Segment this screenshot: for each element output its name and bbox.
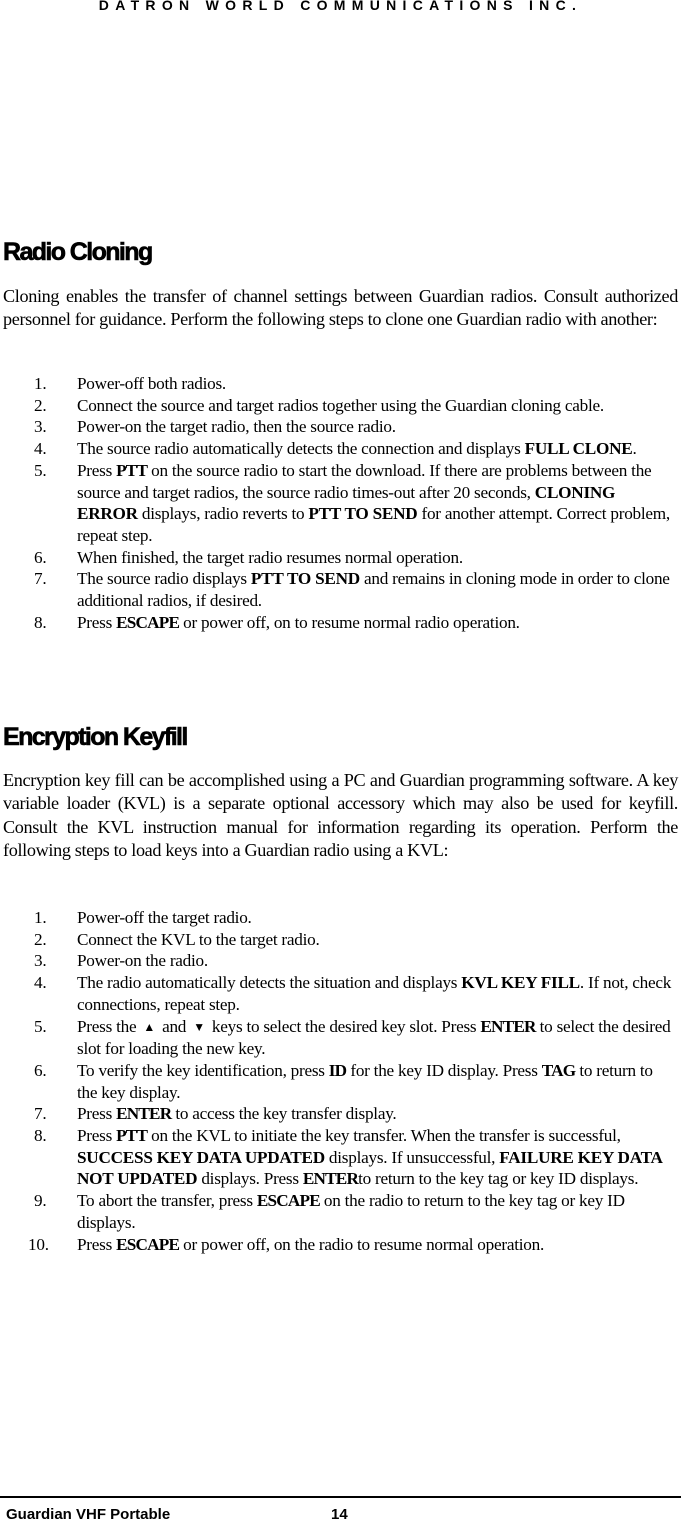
down-arrow-icon: ▼ <box>193 1019 205 1034</box>
key-label: ESCAPE <box>256 1191 320 1211</box>
step-text: Press <box>77 1104 117 1124</box>
step-number: 3. <box>34 417 47 437</box>
step-text: The radio automatically detects the situation and displays <box>77 973 462 993</box>
step-text: displays. If unsuccessful, <box>324 1147 500 1167</box>
list-item <box>0 950 681 972</box>
step-text: Press the <box>77 1016 141 1036</box>
list-item <box>0 612 681 634</box>
key-label: ENTER <box>116 1104 172 1124</box>
step-number: 6. <box>34 1060 47 1080</box>
step-text: The source radio displays <box>77 569 251 589</box>
section-title-radio-cloning: Radio Cloning <box>3 238 152 266</box>
key-label: ENTER <box>480 1016 536 1036</box>
list-item <box>0 460 681 547</box>
step-number: 1. <box>34 374 47 393</box>
step-text: Press <box>77 612 117 632</box>
step-number: 2. <box>34 929 47 949</box>
display-keyword: KVL KEY FILL <box>461 973 580 993</box>
step-number: 8. <box>34 612 47 632</box>
step-number: 2. <box>34 395 47 415</box>
step-text: to return to the key display. <box>77 1060 653 1102</box>
list-item <box>0 1016 681 1060</box>
list-item <box>0 416 681 438</box>
display-keyword: CLONING ERROR <box>77 482 616 524</box>
step-number: 6. <box>34 547 47 567</box>
step-text: for the key ID display. Press <box>346 1060 542 1080</box>
step-text: The source radio automatically detects the connection and displays <box>77 439 525 459</box>
key-label: ID <box>328 1060 347 1080</box>
step-text: When finished, the target radio resumes normal operation. <box>77 547 463 567</box>
step-text: Power-on the radio. <box>77 951 208 971</box>
step-text: To abort the transfer, press <box>77 1191 257 1211</box>
step-text: to select the desired slot for loading the new key. <box>77 1016 671 1059</box>
display-keyword: SUCCESS KEY DATA UPDATED <box>77 1147 325 1167</box>
step-number: 4. <box>34 973 47 993</box>
step-number: 10. <box>28 1234 49 1254</box>
footer-document-title: Guardian VHF Portable <box>6 1506 171 1523</box>
step-text: . If not, check connections, repeat step. <box>77 973 672 1014</box>
list-item <box>0 547 681 569</box>
step-text: . <box>632 439 637 459</box>
step-number: 7. <box>34 1104 47 1124</box>
step-number: 9. <box>34 1191 47 1211</box>
step-text: to access the key transfer display. <box>171 1104 397 1124</box>
keyfill-intro: Encryption key fill can be accomplished using a PC and Guardian programming software. A key variable loader (KVL) is a separate optional accessory which may also be used for keyfill. Consult the KVL instruction manual for information regarding its operation. Perform the following steps to load keys into a Guardian radio using a KVL: <box>3 770 678 861</box>
step-text: and remains in cloning mode in order to clone additional radios, if desired. <box>77 569 670 611</box>
step-number: 3. <box>34 951 47 971</box>
step-text: Power-off the target radio. <box>77 908 252 927</box>
step-text: To verify the key identification, press <box>77 1060 329 1080</box>
list-item <box>0 929 681 951</box>
step-text: Connect the source and target radios together using the Guardian cloning cable. <box>77 395 604 415</box>
list-item <box>0 1060 681 1103</box>
step-text: Power-off both radios. <box>77 374 226 393</box>
display-keyword: PTT TO SEND <box>308 504 418 524</box>
step-text: or power off, on to resume normal radio operation. <box>179 612 520 632</box>
step-text: on the KVL to initiate the key transfer. When the transfer is successful, <box>147 1126 621 1146</box>
key-label: TAG <box>541 1060 576 1080</box>
cloning-intro: Cloning enables the transfer of channel settings between Guardian radios. Consult authorized personnel for guidance. Perform the following steps to clone one Guardian radio with another: <box>3 286 678 330</box>
key-label: ESCAPE <box>116 1234 180 1254</box>
list-item <box>0 1125 681 1190</box>
step-text: Power-on the target radio, then the source radio. <box>77 417 396 437</box>
key-label: PTT <box>116 460 148 480</box>
step-text: Press <box>77 1234 117 1254</box>
step-text: Connect the KVL to the target radio. <box>77 929 320 949</box>
step-number: 7. <box>34 569 47 589</box>
list-item <box>0 972 681 1015</box>
step-text: Press <box>77 1126 117 1146</box>
footer-divider <box>0 1496 681 1498</box>
display-keyword: FULL CLONE <box>524 439 633 459</box>
list-item <box>0 395 681 417</box>
step-text: to return to the key tag or key ID displays. <box>358 1169 639 1189</box>
step-number: 5. <box>34 1016 47 1036</box>
list-item <box>0 1103 681 1125</box>
step-number: 8. <box>34 1126 47 1146</box>
list-item <box>0 438 681 460</box>
step-number: 4. <box>34 439 47 459</box>
step-text: or power off, on the radio to resume normal operation. <box>179 1234 545 1254</box>
step-text: displays, radio reverts to <box>137 504 309 524</box>
page-number: 14 <box>331 1506 348 1523</box>
step-text: keys to select the desired key slot. Press <box>207 1016 481 1036</box>
up-arrow-icon: ▲ <box>143 1019 156 1034</box>
list-item <box>0 1234 681 1256</box>
step-text: on the radio to return to the key tag or key ID displays. <box>77 1191 625 1232</box>
display-keyword: PTT TO SEND <box>250 569 360 589</box>
step-text: displays. Press <box>197 1169 303 1189</box>
list-item <box>0 373 681 395</box>
step-number: 5. <box>34 460 47 480</box>
step-text: and <box>158 1016 191 1036</box>
page-header: DATRON WORLD COMMUNICATIONS INC. <box>98 0 583 13</box>
keyfill-steps <box>0 907 681 1255</box>
key-label: ESCAPE <box>116 612 180 632</box>
step-text: on the source radio to start the download. If there are problems between the source and target radios, the source radio times-out after 20 seconds, <box>77 460 652 502</box>
step-number: 1. <box>34 908 47 927</box>
cloning-steps <box>0 373 681 633</box>
step-text: Press <box>77 460 117 480</box>
list-item <box>0 1190 681 1233</box>
list-item <box>0 568 681 611</box>
key-label: ENTER <box>302 1169 359 1189</box>
display-keyword: FAILURE KEY DATA NOT UPDATED <box>77 1147 662 1189</box>
step-text: for another attempt. Correct problem, repeat step. <box>77 504 670 545</box>
section-title-encryption-keyfill: Encryption Keyfill <box>3 723 187 751</box>
list-item <box>0 907 681 929</box>
key-label: PTT <box>116 1126 148 1146</box>
